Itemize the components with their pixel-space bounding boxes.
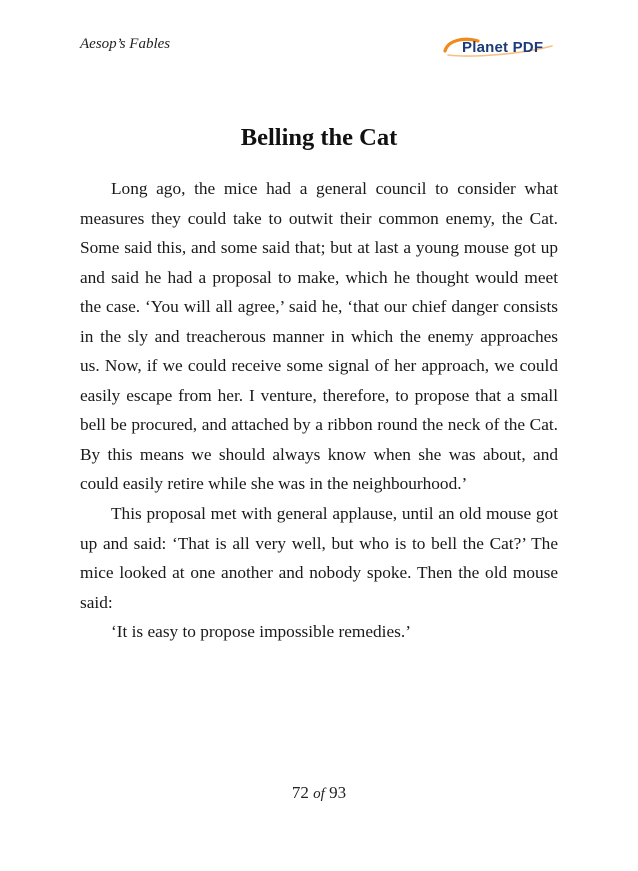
- logo-text: Planet PDF: [462, 39, 544, 56]
- paragraph-moral: ‘It is easy to propose impossible remedies.’: [111, 622, 411, 642]
- page-of: of: [313, 786, 325, 802]
- page-current: 72: [291, 783, 309, 802]
- book-title: Aesop’s Fables: [80, 36, 171, 52]
- page-total: 93: [329, 783, 347, 802]
- fable-title: Belling the Cat: [240, 124, 398, 151]
- paragraph-2: This proposal met with general applause, until an old mouse got up and said: ‘That is all very well, but who is to bell the Cat?’ The mice looked at one another and nobody spoke. Then the old mouse said:: [80, 504, 558, 612]
- planet-pdf-logo: [442, 30, 560, 60]
- fable-body: [80, 174, 558, 647]
- page-number: [0, 783, 638, 803]
- paragraph-1: Long ago, the mice had a general council to consider what measures they could take to outwit their common enemy, the Cat. Some said this, and some said that; but at last a young mouse got up and said he had a proposal to make, which he thought would meet the case. ‘You will all agree,’ said he, ‘that our chief danger consists in the sly and treacherous manner in which the enemy approaches us. Now, if we could receive some signal of her approach, we could easily escape from her. I venture, therefore, to propose that a small bell be procured, and attached by a ribbon round the neck of the Cat. By this means we should always know when she was about, and could easily retire while she was in the neighbourhood.’: [80, 179, 558, 494]
